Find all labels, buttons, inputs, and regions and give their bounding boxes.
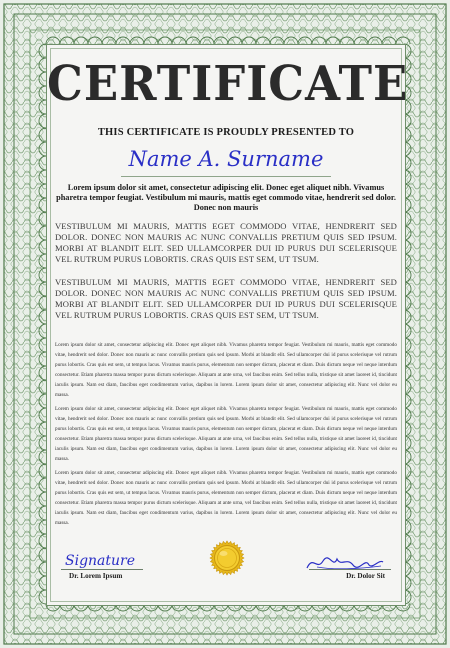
caps-paragraph-2: VESTIBULUM MI MAURIS, MATTIS EGET COMMODO VITAE, HENDRERIT SED DOLOR. DONEC NON MAURIS AC NUNC CONVALLIS PRETIUM QUIS SED IPSUM. MORBI AT BLANDIT ELIT. SED ULLAMCORPER DUI ID PURUS DUI SCELERISQUE VEL RUTRUM PURUS LOBORTIS. CRAS QUIS EST SEM, UT TSUM. <box>55 277 397 320</box>
right-signer-name: Dr. Dolor Sit <box>346 572 385 580</box>
body-paragraph-1: Lorem ipsum dolor sit amet, consectetur adipiscing elit. Donec eget aliquet nibh. Vivamus pharetra tempor feugiat. Vestibulum mi mauris, mattis eget commodo vitae, hendrerit sed dolor. Donec non mauris ac nunc convallis pretium quis sed ipsum. Morbi at blandit elit. Sed ullamcorper dui id purus scelerisque vel rutrum purus lobortis. Cras quis est sem, ut tempus lacus. Vivamus mauris purus, elementum non semper dictum, placerat et diam. Duis dictum neque vel neque interdum consectetur. Etiam pharetra massa tempor purus dictum scelerisque. Aliquam at ante urna, vel faucibus enim. Sed tellus nulla, tristique sit amet laoreet id, tincidunt iaculis ipsum. Nam est diam, faucibus eget condimentum varius, dapibus in lorem. Lorem ipsum dolor sit amet, consectetur adipiscing elit. Nunc vel dolor eu massa. <box>55 342 397 398</box>
right-signature-scribble <box>303 553 387 573</box>
right-signature-line <box>309 569 391 570</box>
left-signature-script: Signature <box>65 553 136 569</box>
body-paragraph-3: Lorem ipsum dolor sit amet, consectetur adipiscing elit. Donec eget aliquet nibh. Vivamus pharetra tempor feugiat. Vestibulum mi mauris, mattis eget commodo vitae, hendrerit sed dolor. Donec non mauris ac nunc convallis pretium quis sed ipsum. Morbi at blandit elit. Sed ullamcorper dui id purus scelerisque vel rutrum purus lobortis. Cras quis est sem, ut tempus lacus. Vivamus mauris purus, elementum non semper dictum, placerat et diam. Duis dictum neque vel neque interdum consectetur. Etiam pharetra massa tempor purus dictum scelerisque. Aliquam at ante urna, vel faucibus enim. Sed tellus nulla, tristique sit amet laoreet id, tincidunt iaculis ipsum. Nam est diam, faucibus eget condimentum varius, dapibus in lorem. Lorem ipsum dolor sit amet, consectetur adipiscing elit. Nunc vel dolor eu massa. <box>55 470 397 526</box>
certificate-body <box>46 44 409 606</box>
left-signature-line <box>61 569 143 570</box>
lead-paragraph: Lorem ipsum dolor sit amet, consectetur adipiscing elit. Donec eget aliquet nibh. Vivamus pharetra tempor feugiat. Vestibulum mi mauris, mattis eget commodo vitae, hendrerit sed dolor. Donec non mauris <box>56 183 396 213</box>
certificate-subtitle: THIS CERTIFICATE IS PROUDLY PRESENTED TO <box>97 127 355 138</box>
gold-seal-icon <box>208 539 246 577</box>
body-paragraph-2: Lorem ipsum dolor sit amet, consectetur adipiscing elit. Donec eget aliquet nibh. Vivamus pharetra tempor feugiat. Vestibulum mi mauris, mattis eget commodo vitae, hendrerit sed dolor. Donec non mauris ac nunc convallis pretium quis sed ipsum. Morbi at blandit elit. Sed ullamcorper dui id purus scelerisque vel rutrum purus lobortis. Cras quis est sem, ut tempus lacus. Vivamus mauris purus, elementum non semper dictum, placerat et diam. Duis dictum neque vel neque interdum consectetur. Etiam pharetra massa tempor purus dictum scelerisque. Aliquam at ante urna, vel faucibus enim. Sed tellus nulla, tristique sit amet laoreet id, tincidunt iaculis ipsum. Nam est diam, faucibus eget condimentum varius, dapibus in lorem. Lorem ipsum dolor sit amet, consectetur adipiscing elit. Nunc vel dolor eu massa. <box>55 406 397 462</box>
caps-paragraph-1: VESTIBULUM MI MAURIS, MATTIS EGET COMMODO VITAE, HENDRERIT SED DOLOR. DONEC NON MAURIS AC NUNC CONVALLIS PRETIUM QUIS SED IPSUM. MORBI AT BLANDIT ELIT. SED ULLAMCORPER DUI ID PURUS DUI SCELERISQUE VEL RUTRUM PURUS LOBORTIS. CRAS QUIS EST SEM, UT TSUM. <box>55 221 397 264</box>
left-signer-name: Dr. Lorem Ipsum <box>69 572 123 580</box>
recipient-name: Name A. Surname <box>128 147 324 171</box>
certificate-title: CERTIFICATE <box>47 55 409 112</box>
recipient-underline <box>121 176 331 177</box>
